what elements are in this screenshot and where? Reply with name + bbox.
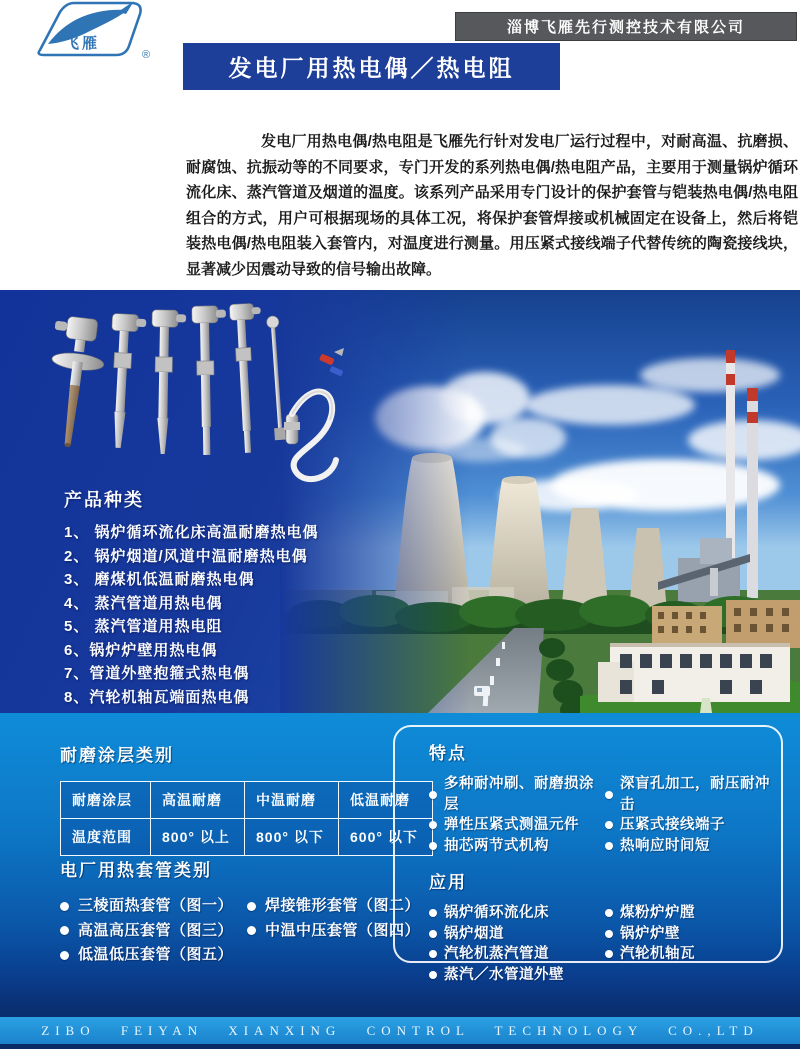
flying-goose-logo-icon [30,0,160,62]
specs-section [0,713,800,1049]
intro-paragraph: 发电厂用热电偶/热电阻是飞雁先行针对发电厂运行过程中，对耐高温、抗磨损、耐腐蚀、抗振动等的不同要求，专门开发的系列热电偶/热电阻产品，主要用于测量锅炉循环流化床、蒸汽管道及烟道的温度。该系列产品采用专门设计的保护套管与铠装热电偶/热电阻组合的方式，用户可根据现场的具体工况，将保护套管焊接或机械固定在设备上，然后将铠装热电偶/热电阻装入套管内，对温度进行测量。用压紧式接线端子代替传统的陶瓷接线块，显著减少因震动导致的信号输出故障。 [186,133,798,278]
list-row [60,943,434,968]
list-row [429,924,781,945]
list-item: 焊接锥形套管（图二） [247,894,434,919]
list-item: 低温低压套管（图五） [60,943,247,968]
table-cell: 高温耐磨 [151,782,245,819]
list-item: 弹性压紧式测温元件 [429,815,605,836]
table-row [61,782,433,819]
svg-text:飞雁: 飞雁 [64,35,101,52]
product-types-heading: 产品种类 [64,490,144,510]
thermocouple-products-image [24,296,344,496]
thermowell-list [60,894,434,968]
company-name-bar [455,12,797,41]
list-item: 煤粉炉炉膛 [605,903,781,924]
features-heading: 特点 [429,744,467,763]
bullet-icon [429,909,437,917]
list-item: 高温高压套管（图三） [60,919,247,944]
list-item: 深盲孔加工，耐压耐冲击 [605,774,781,815]
list-row [429,815,781,836]
list-item: 4、 蒸汽管道用热电偶 [64,594,223,612]
bullet-icon [605,950,613,958]
bullet-icon [605,791,613,799]
list-item: 锅炉循环流化床 [429,903,605,924]
table-cell: 800° 以上 [151,819,245,856]
list-row [60,894,434,919]
table-cell: 温度范围 [61,819,151,856]
bullet-icon [60,951,69,960]
list-item: 6、锅炉炉壁用热电偶 [64,641,218,659]
bullet-icon [247,902,256,911]
list-row [429,774,781,815]
list-item: 1、 锅炉循环流化床高温耐磨热电偶 [64,524,319,541]
features-applications-panel [393,725,783,983]
bullet-icon [60,902,69,911]
table-cell: 中温耐磨 [245,782,339,819]
list-item: 8、汽轮机轴瓦端面热电偶 [64,688,250,706]
bullet-icon [429,821,437,829]
list-item: 压紧式接线端子 [605,815,781,836]
bullet-icon [605,842,613,850]
page-title-bar [183,43,560,90]
bullet-icon [429,842,437,850]
coating-table [60,781,433,856]
table-cell: 耐磨涂层 [61,782,151,819]
list-item: 汽轮机蒸汽管道 [429,944,605,965]
table-cell: 低温耐磨 [339,782,433,819]
coating-heading: 耐磨涂层类别 [60,746,174,765]
table-cell: 800° 以下 [245,819,339,856]
bullet-icon [429,971,437,979]
bullet-icon [605,821,613,829]
list-item: 2、 锅炉烟道/风道中温耐磨热电偶 [64,547,308,565]
svg-text:®: ® [142,49,151,61]
footer-bar [0,1017,800,1044]
table-cell: 600° 以下 [339,819,433,856]
list-row [60,919,434,944]
table-row [61,819,433,856]
power-plant-photo [280,290,800,713]
list-item: 多种耐冲刷、耐磨损涂层 [429,774,605,815]
page-title: 发电厂用热电偶／热电阻 [228,55,515,81]
bullet-icon [429,791,437,799]
list-item: 3、 磨煤机低温耐磨热电偶 [64,571,255,588]
list-item: 5、 蒸汽管道用热电阻 [64,618,223,635]
list-item: 三棱面热套管（图一） [60,894,247,919]
list-row [429,903,781,924]
bullet-icon [429,930,437,938]
bullet-icon [605,930,613,938]
product-types-list [64,521,319,709]
photo-panel [0,290,800,713]
list-row [429,965,781,986]
list-row [429,836,781,857]
footer-company-name: ZIBO FEIYAN XIANXING CONTROL TECHNOLOGY CO.,LTD [41,1022,759,1038]
list-row [429,944,781,965]
product-types-section [64,486,319,709]
list-item: 抽芯两节式机构 [429,836,605,857]
feiyan-logo [30,0,160,62]
bullet-icon [60,926,69,935]
applications-heading: 应用 [429,873,467,892]
thermowell-heading: 电厂用热套管类别 [60,861,212,880]
thermowell-section [60,856,434,968]
company-name: 淄博飞雁先行测控技术有限公司 [506,19,745,36]
list-item: 锅炉烟道 [429,924,605,945]
list-item: 锅炉炉壁 [605,924,781,945]
list-item: 中温中压套管（图四） [247,919,434,944]
list-item: 7、管道外壁抱箍式热电偶 [64,665,250,682]
list-item: 热响应时间短 [605,836,781,857]
list-item: 汽轮机轴瓦 [605,944,781,965]
bullet-icon [605,909,613,917]
bullet-icon [429,950,437,958]
list-item: 蒸汽／水管道外壁 [429,965,634,986]
bullet-icon [247,926,256,935]
